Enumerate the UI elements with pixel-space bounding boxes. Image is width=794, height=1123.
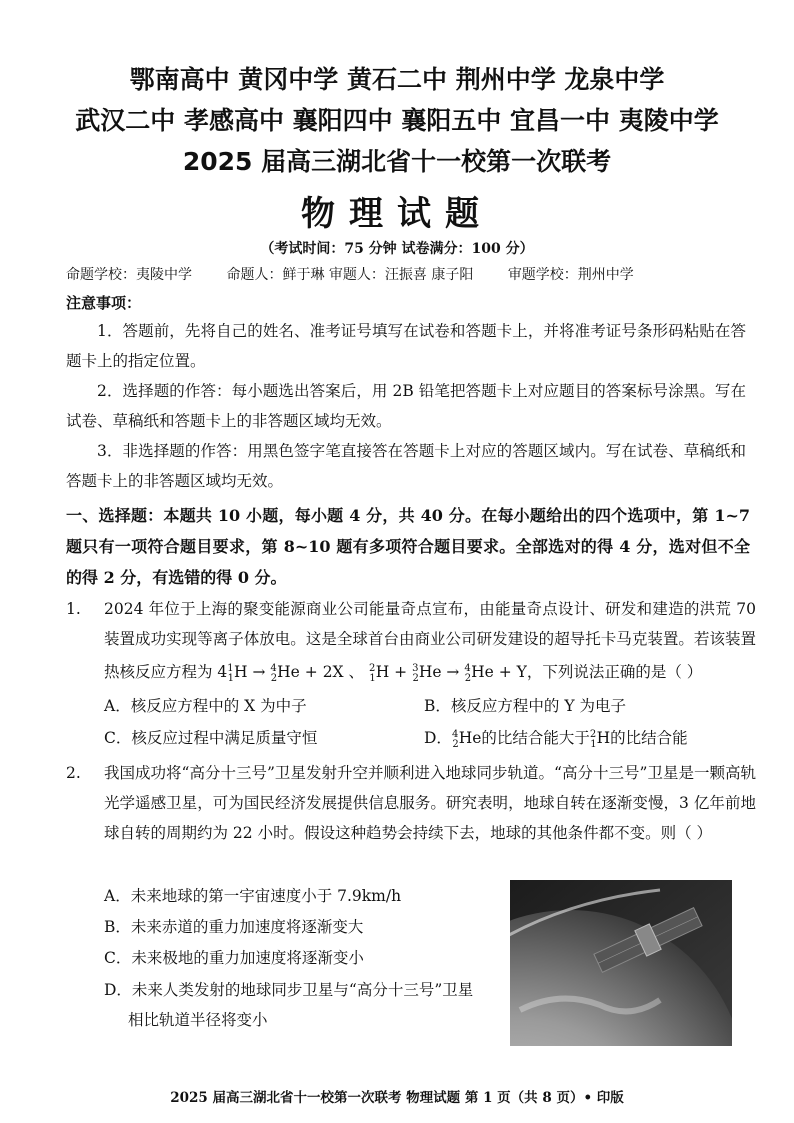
page-footer: 2025 届高三湖北省十一校第一次联考 物理试题 第 1 页（共 8 页）• 印版 xyxy=(170,1090,624,1106)
q2-option-b[interactable]: B．未来赤道的重力加速度将逐渐变大 xyxy=(104,918,364,936)
q2-option-d[interactable] xyxy=(104,978,473,1030)
exam-info: （考试时间：75 分钟 试卷满分：100 分） xyxy=(260,241,534,257)
satellite-earth-photo xyxy=(510,880,732,1046)
subject-title: 物理试题 xyxy=(301,194,493,234)
q2-option-a[interactable]: A．未来地球的第一宇宙速度小于 7.9km/h xyxy=(104,887,402,905)
q1-opt-d-part: H的比结合能 xyxy=(596,729,688,747)
notice-item-1: 1．答题前，先将自己的姓名、准考证号填写在试卷和答题卡上，并将准考证号条形码粘贴在答题卡上的指定位置。 xyxy=(66,322,746,370)
q1-text-part: H + xyxy=(375,663,413,682)
prop-person: 命题人：鲜于琳 审题人：汪振喜 康子阳 xyxy=(226,267,474,283)
prop-school: 命题学校：夷陵中学 xyxy=(66,267,192,283)
q1-option-b[interactable]: B．核反应方程中的 Y 为电子 xyxy=(424,697,626,715)
q2-option-c[interactable]: C．未来极地的重力加速度将逐渐变小 xyxy=(104,949,364,967)
notice-item-3: 3．非选择题的作答：用黑色签字笔直接答在答题卡上对应的答题区域内。写在试卷、草稿纸和答题卡上的非答题区域均无效。 xyxy=(66,442,746,490)
satellite-earth-image xyxy=(510,880,732,1046)
q1-option-c[interactable]: C．核反应过程中满足质量守恒 xyxy=(104,729,318,747)
proposition-info xyxy=(66,264,634,284)
notice-item-2: 2．选择题的作答：每小题选出答案后，用 2B 铅笔把答题卡上对应题目的答案标号涂黑。写在试卷、草稿纸和答题卡上的非答题区域均无效。 xyxy=(66,382,746,430)
section-1-instructions: 一、选择题：本题共 10 小题，每小题 4 分，共 40 分。在每小题给出的四个选项中，第 1~7 题只有一项符合题目要求，第 8~10 题有多项符合题目要求。全部选对的得 4 分，选对但不全的得 2 分，有选错的得 0 分。 xyxy=(66,506,750,587)
q1-option-a[interactable]: A．核反应方程中的 X 为中子 xyxy=(104,697,307,715)
q1-text-part: He + Y，下列说法正确的是（ ） xyxy=(471,663,703,682)
notice-heading: 注意事项： xyxy=(66,294,142,312)
question-text: 2024 年位于上海的聚变能源商业公司能量奇点宣布，由能量奇点设计、研发和建造的洪荒 70 装置成功实现等离子体放电。这是全球首台由商业公司研发建设的超导托卡马克装置。若该装置热核反应方程为 $4^1_1H \to ^4_2He + 2X$ 、 $^2_1$H + $^3_2$He → $^4_2$He + Y，下列说法正确的是（ ） xyxy=(104,600,756,685)
question-number: 2. xyxy=(66,764,81,782)
q1-text-part: He + 2X 、 xyxy=(277,663,365,682)
q1-text-part: He → xyxy=(418,663,465,682)
q2-option-d-line-2: 相比轨道半径将变小 xyxy=(128,1011,268,1029)
q2-option-d-line-1: D．未来人类发射的地球同步卫星与“高分十三号”卫星 xyxy=(104,981,474,999)
q1-text-part: H → xyxy=(234,663,271,682)
question-number: 1. xyxy=(66,600,81,618)
q1-opt-d-part: D． xyxy=(424,729,452,747)
question-1 xyxy=(66,594,756,694)
schools-line-2: 武汉二中 孝感高中 襄阳四中 襄阳五中 宜昌一中 夷陵中学 xyxy=(75,106,719,135)
q1-text-part: 2024 年位于上海的聚变能源商业公司能量奇点宣布，由能量奇点设计、研发和建造的洪荒 70 装置成功实现等离子体放电。这是全球首台由商业公司研发建设的超导托卡马克装置。若该装置热核反应方程为 4 xyxy=(104,600,756,682)
question-2 xyxy=(66,758,756,848)
q1-option-d[interactable]: D．$^4_2$He的比结合能大于$^2_1$H的比结合能 xyxy=(424,728,688,751)
review-school: 审题学校：荆州中学 xyxy=(507,267,634,283)
exam-title: 2025 届高三湖北省十一校第一次联考 xyxy=(182,147,612,176)
q1-opt-d-part: He的比结合能大于 xyxy=(458,729,590,747)
question-text: 我国成功将“高分十三号”卫星发射升空并顺利进入地球同步轨道。“高分十三号”卫星是一颗高轨光学遥感卫星，可为国民经济发展提供信息服务。研究表明，地球自转在逐渐变慢，3 亿年前地球自转的周期约为 22 小时。假设这种趋势会持续下去，地球的其他条件都不变。则（ ） xyxy=(104,764,756,842)
schools-line-1: 鄂南高中 黄冈中学 黄石二中 荆州中学 龙泉中学 xyxy=(129,65,665,94)
